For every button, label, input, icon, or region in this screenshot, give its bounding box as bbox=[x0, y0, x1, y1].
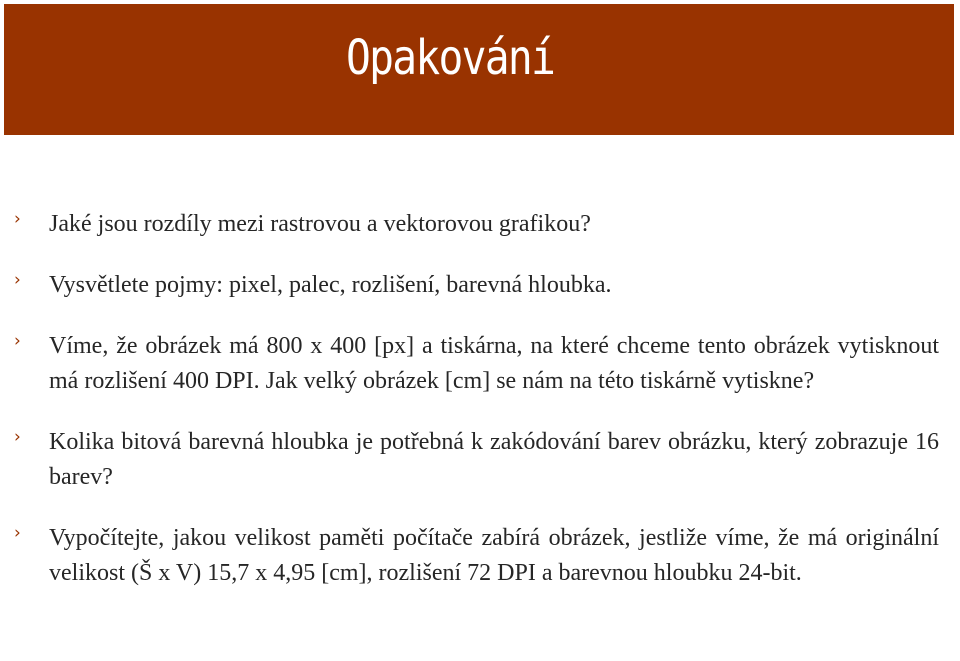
bullet-marker: › bbox=[14, 209, 21, 229]
bullet-marker: › bbox=[14, 331, 21, 351]
title-bar bbox=[4, 4, 954, 135]
bullet-marker: › bbox=[14, 427, 21, 447]
slide-title: Opakování bbox=[346, 30, 555, 86]
bullet-text: Jaké jsou rozdíly mezi rastrovou a vektorovou grafikou? bbox=[49, 211, 591, 237]
bullet-text: Kolika bitová barevná hloubka je potřebná k zakódování barev obrázku, který zobrazuje 16 barev? bbox=[49, 429, 939, 490]
bullet-item bbox=[0, 425, 960, 495]
bullet-item bbox=[0, 521, 960, 591]
bullet-item bbox=[0, 268, 960, 303]
bullet-item bbox=[0, 207, 960, 242]
bullet-marker: › bbox=[14, 523, 21, 543]
bullet-text: Víme, že obrázek má 800 x 400 [px] a tiskárna, na které chceme tento obrázek vytisknout má rozlišení 400 DPI. Jak velký obrázek [cm] se nám na této tiskárně vytiskne? bbox=[49, 333, 939, 394]
bullet-text: Vysvětlete pojmy: pixel, palec, rozlišení, barevná hloubka. bbox=[49, 272, 612, 298]
bullet-marker: › bbox=[14, 270, 21, 290]
bullet-item bbox=[0, 329, 960, 399]
bullet-text: Vypočítejte, jakou velikost paměti počítače zabírá obrázek, jestliže víme, že má originální velikost (Š x V) 15,7 x 4,95 [cm], rozlišení 72 DPI a barevnou hloubku 24-bit. bbox=[49, 525, 939, 586]
bullet-list bbox=[0, 207, 960, 591]
